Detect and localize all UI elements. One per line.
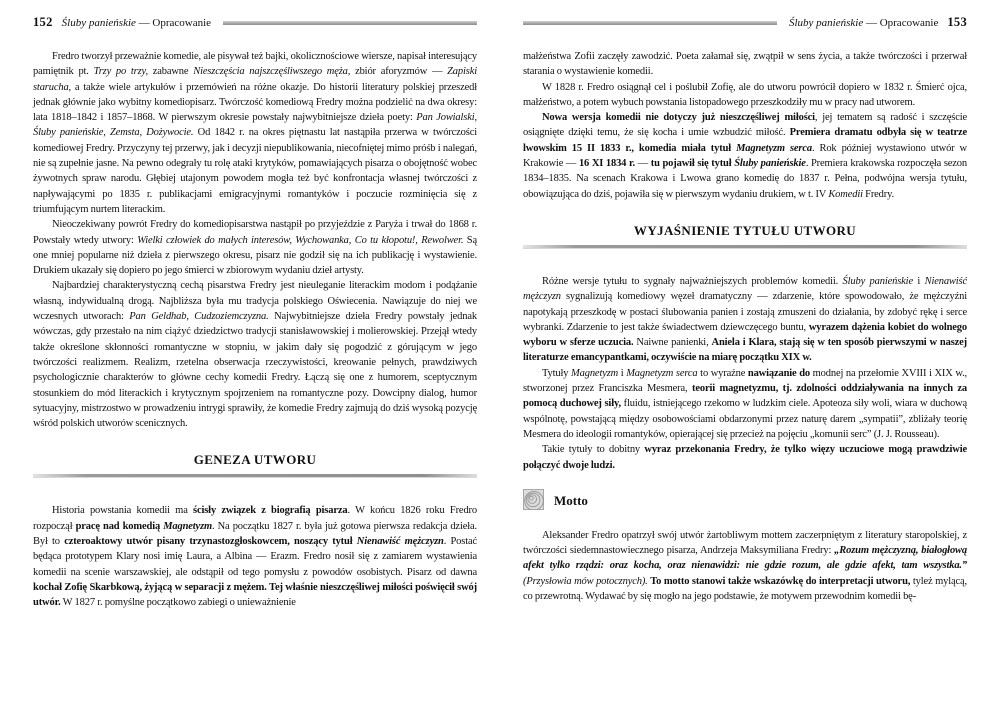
section-heading: GENEZA UTWORU xyxy=(193,452,317,468)
paragraph: Nowa wersja komedii nie dotyczy już nieszczęśliwej miłości, jej tematem są radość i szczęście osiągnięte dzięki temu, że się kocha i umie wzbudzić miłość. Premiera dramatu odbyła się w teatrze lwowskim 15 II 1833 r., komedia miała tytuł Magnetyzm serca. Rok później wystawiono utwór w Krakowie — 16 XI 1834 r. — tu pojawił się tytuł Śluby panieńskie. Premiera krakowska rozpoczęła sezon 1834–1835. Na scenach Krakowa i Lwowa grano komedię do 1837 r. Pełna, podwójna wersja tytułu, obowiązująca do dziś, pojawiła się w pierwszym wydaniu drukiem, w t. IV Komedii Fredry. xyxy=(523,112,967,200)
motto-subheading xyxy=(523,489,967,514)
running-title-right xyxy=(789,17,938,29)
heading-rule xyxy=(33,474,477,477)
paragraph: W 1828 r. Fredro osiągnął cel i poślubił Zofię, ale do utworu powrócił dopiero w 1832 r. Śmierć ojca, małżeństwo, a potem wybuch powstania listopadowego przeszkodziły mu w pracy nad utworem. xyxy=(523,81,967,108)
heading-rule xyxy=(523,245,967,248)
page-number-right: 153 xyxy=(947,15,967,29)
motto-subheading-label: Motto xyxy=(554,493,588,509)
section-heading: WYJAŚNIENIE TYTUŁU UTWORU xyxy=(633,222,857,238)
header-rule-bar xyxy=(523,21,777,25)
page-left xyxy=(33,16,477,712)
paragraph: Aleksander Fredro opatrzył swój utwór żartobliwym mottem zaczerpniętym z literatury staropolskiej, z twórczości siedemnastowiecznego pisarza, Andrzeja Maksymiliana Fredry: „Rozum mężczyzną, białogłową afekt tylko rządzi: oraz kocha, oraz nienawidzi: nie gdzie rozum, ale gdzie afekt, tam wszystka.” (Przysłowia mów potocznych). To motto stanowi także wskazówkę do interpretacji utworu, tyleż mylącą, co przewrotną. Wydawać by się mogło na jego podstawie, że motywem przewodnim komedii bę- xyxy=(523,529,968,603)
running-title-rest: — Opracowanie xyxy=(863,16,939,29)
running-title-italic: Śluby panieńskie xyxy=(61,16,136,29)
page-header-left xyxy=(33,16,477,29)
running-title-italic: Śluby panieńskie xyxy=(788,16,864,29)
running-title-left xyxy=(62,17,211,29)
paragraph: Takie tytuły to dobitny wyraz przekonania Fredry, że tylko więzy uczuciowe mogą prawdziwie połączyć dwoje ludzi. xyxy=(523,444,967,471)
paragraph: Różne wersje tytułu to sygnały najważniejszych problemów komedii. Śluby panieńskie i Nienawiść mężczyzn sygnalizują komediowy węzeł dramatyczny — zdarzenie, które spowodowało, że mężczyźni napotykają przeszkodę w postaci ślubowania panien i zostają zmuszeni do działania, by zdobyć rękę i serce wybranki. Zdarzenie to jest także świadectwem dziewczęcego buntu, wyrazem dążenia kobiet do wolnego wyboru w sferze uczucia. Naiwne panienki, Aniela i Klara, stają się w ten sposób pierwszymi w naszej literaturze emancypantkami, oczywiście na miarę początku XIX w. xyxy=(523,275,968,364)
paragraph: małżeństwa Zofii zaczęły zawodzić. Poeta załamał się, zwątpił w sens życia, a także twórczości i przerwał starania o wystawienie komedii. xyxy=(523,51,967,78)
page-body-left xyxy=(33,49,477,611)
page-header-right xyxy=(523,16,967,29)
page-number-left: 152 xyxy=(33,15,53,29)
page-body-right xyxy=(523,49,967,604)
paragraph: Tytuły Magnetyzm i Magnetyzm serca to wyraźne nawiązanie do modnej na przełomie XVIII i XIX w., stworzonej przez Franciszka Mesmera, teorii magnetyzmu, tj. zdolności oddziaływania na innych za pomocą duchowej siły, fluidu, istniejącego rzekomo w ludzkim ciele. Apoteoza siły woli, wiara w duchową wspólnotę, powstającą między osobowościami obdarzonymi przez naturę darem „sympatii”, zbliżały teorię Mesmera do ideologii romantyków, opierającej się przecież na pojęciu „komunii serc” (J. J. Rousseau). xyxy=(523,367,968,440)
page-right xyxy=(523,16,967,712)
motto-decoration-icon xyxy=(523,489,544,514)
paragraph: Fredro tworzył przeważnie komedie, ale pisywał też bajki, okolicznościowe wiersze, napisał interesujący pamiętnik pt. Trzy po trzy, zabawne Nieszczęścia najszczęśliwszego męża, zbiór aforyzmów — Zapiski starucha, a także wiele artykułów i przemówień na różne okazje. Do historii literatury polskiej przeszedł jednak głównie jako wybitny komediopisarz. Twórczość komediową Fredry można podzielić na dwa okresy: lata 1818–1842 i 1857–1868. W pierwszym okresie powstały najwybitniejsze dzieła poety: Pan Jowialski, Śluby panieńskie, Zemsta, Dożywocie. Od 1842 r. na okres piętnastu lat nastąpiła przerwa w twórczości komediowej Fredry. Przyczyny tej przerwy, jak i decyzji niepublikowania, niecofniętej mimo próśb i nalegań, nie są zupełnie jasne. Na pewno odegrały tu rolę ataki krytyków, pomawiających pisarza o obojętność wobec żywotnych spraw narodu. Głębiej utajonym powodem mogła też być konfrontacja własnej twórczości z napływającymi po 1835 r. publikacjami emigracyjnymi romantyków i poczucie rozminięcia się z triumfującym nurtem literackim. xyxy=(33,51,477,215)
header-rule-bar xyxy=(223,21,477,25)
paragraph: Najbardziej charakterystyczną cechą pisarstwa Fredry jest nieuleganie literackim modom i podążanie własną, indywidualną drogą. Najbliższa była mu tradycja polskiego Oświecenia. Nawiązuje do niej we wczesnych utworach: Pan Geldhab, Cudzoziemczyzna. Najwybitniejsze dzieła Fredry powstały jednak wówczas, gdy przestało na nim ciążyć dziedzictwo tradycji stanisławowskiej i molierowskiej. Przejął wtedy także określone skłonności romantyczne w stopniu, w jakim dały się pogodzić z górującym w jego twórczości realizmem. Realizm, rzetelna obserwacja rzeczywistości, kreowanie pełnych, prawdziwych psychologicznie charakterów to główne cechy komedii Fredry. Łączą się one z humorem, sceptycznym stosunkiem do mód literackich i krytycznym spojrzeniem na romantyczne pozy. Dowcipny dialog, humor sytuacyjny, mistrzostwo w prowadzeniu intrygi sprawiły, że komedie Fredry zajmują do dziś wysoką pozycję wśród polskich utworów scenicznych. xyxy=(33,280,477,430)
paragraph: Historia powstania komedii ma ścisły związek z biografią pisarza. W końcu 1826 roku Fredro rozpoczął pracę nad komedią Magnetyzm. Na początku 1827 r. była już gotowa pierwsza redakcja dzieła. Był to czteroaktowy utwór pisany trzynastozgłoskowcem, noszący tytuł Nienawiść mężczyzn. Postać będąca prototypem Klary nosi imię Laura, a Albina — Erazm. Fredro nosił się z zamiarem wystawienia komedii na scenie warszawskiej, ale odstąpił od tego pomysłu z powodów osobistych. Pisarz od dawna kochał Zofię Skarbkową, żyjącą w separacji z mężem. Tej właśnie nieszczęśliwej miłości poświęcił swój utwór. W 1827 r. pomyślne początkowo zabiegi o unieważnienie xyxy=(33,505,478,609)
paragraph: Nieoczekiwany powrót Fredry do komediopisarstwa nastąpił po przyjeździe z Paryża i trwał do 1868 r. Powstały wtedy utwory: Wielki człowiek do małych interesów, Wychowanka, Co tu kłopotu!, Rewolwer. Są one mniej popularne niż dzieła z pierwszego okresu, pisarz nie godził się na ich publikację i wystawienie. Drukiem ukazały się dopiero po jego śmierci w zbiorowym wydaniu dzieł artysty. xyxy=(33,219,477,277)
running-title-rest: — Opracowanie xyxy=(135,16,212,29)
